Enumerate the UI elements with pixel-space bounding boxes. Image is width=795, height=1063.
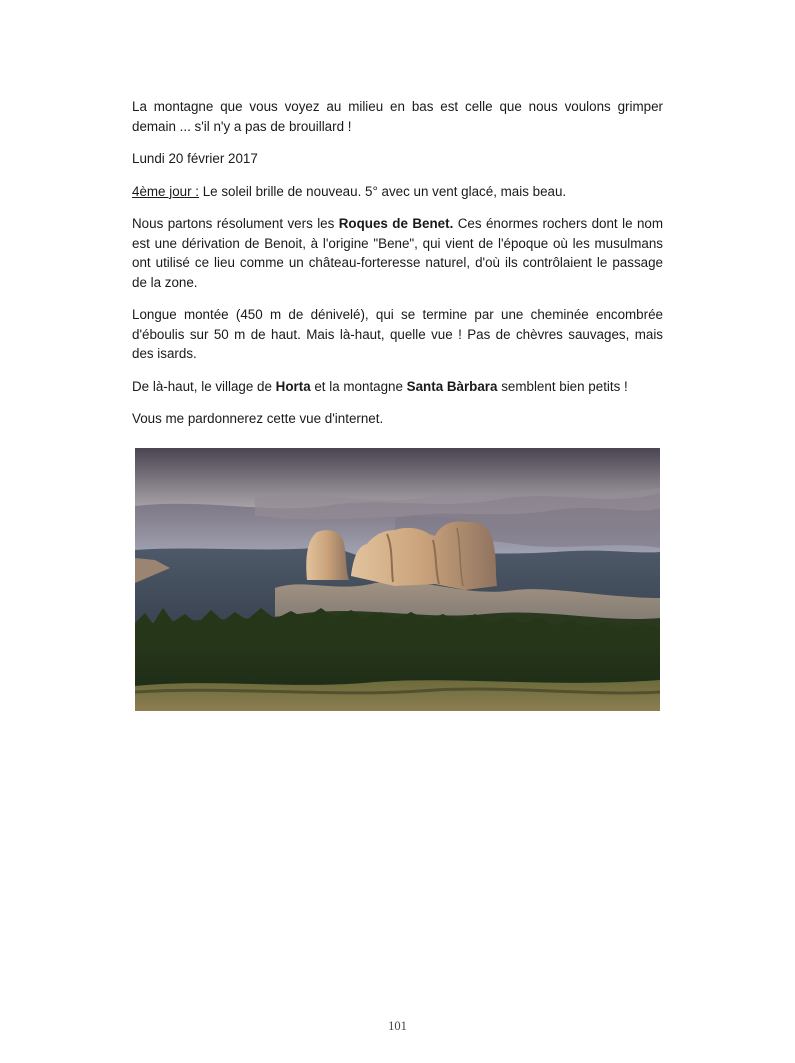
horta-bold: Horta <box>275 378 311 394</box>
page-number: 101 <box>388 1019 407 1033</box>
page-content <box>132 97 663 442</box>
p6-a: De là-haut, le village de <box>132 378 276 394</box>
date-line: Lundi 20 février 2017 <box>132 151 258 166</box>
day-heading-paragraph <box>132 182 663 202</box>
p6-e: semblent bien petits ! <box>497 378 628 394</box>
paragraph-mountain-intro: La montagne que vous voyez au milieu en bas est celle que nous voulons grimper demain ... s'il n'y a pas de brouillard ! <box>132 99 663 134</box>
day-label: 4ème jour : <box>132 183 199 199</box>
santa-barbara-bold: Santa Bàrbara <box>406 378 498 394</box>
roques-de-benet-bold: Roques de Benet. <box>338 216 454 231</box>
paragraph-internet-view: Vous me pardonnerez cette vue d'internet. <box>132 411 384 426</box>
paragraph-longue-montee: Longue montée (450 m de dénivelé), qui se termine par une cheminée encombrée d'éboulis sur 50 m de haut. Mais là-haut, quelle vue ! Pas de chèvres sauvages, mais des isards. <box>132 307 663 361</box>
p6-c: et la montagne <box>310 378 407 394</box>
p4-end: Ces énormes rochers dont le nom est une dérivation de Benoit, à l'origine "Bene", qui vient de l'époque où les musulmans ont utilisé ce lieu comme un château-forteresse naturel, d'où ils contrôlaient le passage de la zone. <box>132 216 663 290</box>
day-weather-text: Le soleil brille de nouveau. 5° avec un vent glacé, mais beau. <box>199 183 567 199</box>
paragraph-horta <box>132 377 663 397</box>
landscape-photo <box>135 448 660 711</box>
p4-start: Nous partons résolument vers les <box>132 216 339 231</box>
paragraph-roques-de-benet <box>132 214 663 292</box>
